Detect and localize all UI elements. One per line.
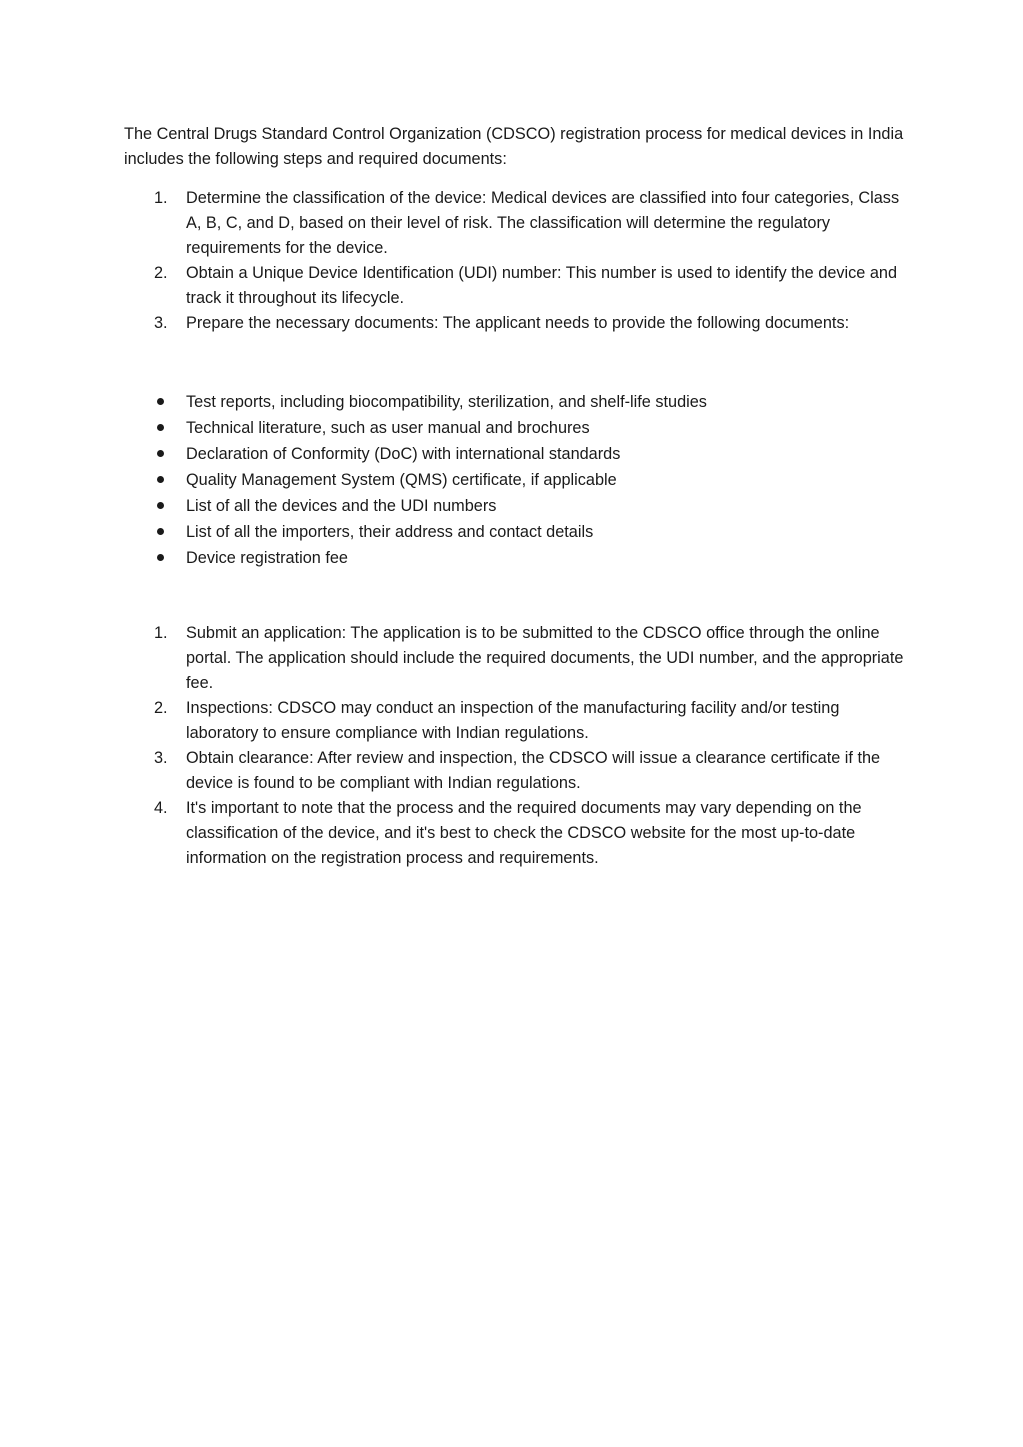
list-item-text: Device registration fee — [186, 549, 348, 567]
list-item — [124, 467, 914, 493]
list-item — [124, 621, 914, 696]
list-item — [124, 519, 914, 545]
list-item — [124, 186, 914, 261]
list-number: 2. — [154, 264, 168, 282]
list-item — [124, 746, 914, 796]
bullet-icon — [157, 476, 164, 483]
list-item — [124, 311, 914, 336]
list-number: 2. — [154, 699, 168, 717]
registration-steps-list — [124, 186, 914, 336]
required-documents-list — [124, 389, 914, 571]
list-item-text: Determine the classification of the device: Medical devices are classified into four categories, Class A, B, C, and D, based on their level of risk. The classification will determine the regulatory requirements for the device. — [186, 189, 900, 257]
bullet-icon — [157, 528, 164, 535]
list-number: 1. — [154, 624, 168, 642]
list-item — [124, 696, 914, 746]
list-item-text: It's important to note that the process and the required documents may vary depending on the classification of the device, and it's best to check the CDSCO website for the most up-to-date information on the registration process and requirements. — [186, 799, 862, 867]
list-item-text: Prepare the necessary documents: The applicant needs to provide the following documents: — [186, 314, 850, 332]
list-item-text: Obtain clearance: After review and inspection, the CDSCO will issue a clearance certificate if the device is found to be compliant with Indian regulations. — [186, 749, 881, 792]
intro-paragraph: The Central Drugs Standard Control Organization (CDSCO) registration process for medical devices in India includes the following steps and required documents: — [124, 125, 904, 168]
list-item — [124, 441, 914, 467]
list-item-text: List of all the importers, their address and contact details — [186, 523, 594, 541]
application-steps-list — [124, 621, 914, 871]
list-number: 3. — [154, 314, 168, 332]
bullet-icon — [157, 398, 164, 405]
bullet-icon — [157, 450, 164, 457]
list-item-text: Test reports, including biocompatibility, sterilization, and shelf-life studies — [186, 393, 707, 411]
list-item — [124, 545, 914, 571]
list-item — [124, 389, 914, 415]
list-number: 3. — [154, 749, 168, 767]
bullet-icon — [157, 424, 164, 431]
list-number: 1. — [154, 189, 168, 207]
list-item — [124, 415, 914, 441]
list-item-text: Declaration of Conformity (DoC) with international standards — [186, 445, 621, 463]
list-item-text: Inspections: CDSCO may conduct an inspection of the manufacturing facility and/or testing laboratory to ensure compliance with Indian regulations. — [186, 699, 840, 742]
list-item — [124, 261, 914, 311]
list-item — [124, 796, 914, 871]
list-item-text: Submit an application: The application is to be submitted to the CDSCO office through the online portal. The application should include the required documents, the UDI number, and the appropriate fee. — [186, 624, 904, 692]
list-item-text: List of all the devices and the UDI numbers — [186, 497, 497, 515]
list-item-text: Technical literature, such as user manual and brochures — [186, 419, 590, 437]
list-item — [124, 493, 914, 519]
bullet-icon — [157, 554, 164, 561]
list-number: 4. — [154, 799, 168, 817]
list-item-text: Obtain a Unique Device Identification (UDI) number: This number is used to identify the device and track it throughout its lifecycle. — [186, 264, 898, 307]
bullet-icon — [157, 502, 164, 509]
list-item-text: Quality Management System (QMS) certificate, if applicable — [186, 471, 617, 489]
